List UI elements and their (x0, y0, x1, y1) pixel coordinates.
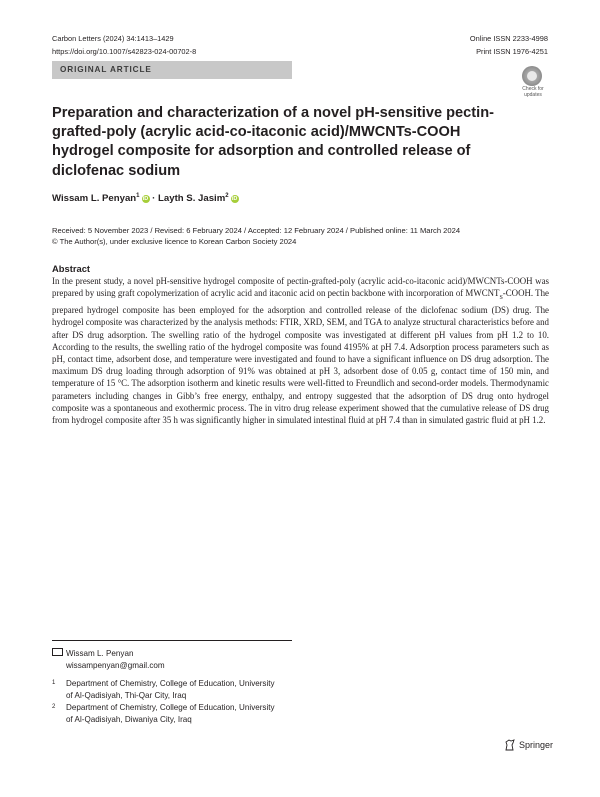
article-title: Preparation and characterization of a novel pH-sensitive pectin-grafted-poly (acrylic acid-co-itaconic acid)/MWCNTs-COOH hydrogel composite for adsorption and controlled release of diclofenac sodium (52, 105, 494, 179)
publisher-name: Springer (519, 740, 554, 750)
author-name[interactable]: Layth S. Jasim (158, 193, 226, 205)
abstract-text: In the present study, a novel pH-sensitive hydrogel composite of pectin-grafted-poly (acrylic acid-co-itaconic acid)/MWCNTs-COOH was prepared by using graft copolymerization of acrylic acid and itaconic acid on pectin backbone with incorporation of $MWCNT_S$-COOH. The prepared hydrogel composite has been employed for the adsorption and controlled release of the diclofenac sodium (DS) drug. The hydrogel composite was characterized by the analysis methods: FTIR, XRD, SEM, and TGA to analyze structural characteristics before and after DS drug adsorption. The swelling ratio of the hydrogel composite was investigated at different pH values from pH 1.2 to 10. According to the results, the swelling ratio of the hydrogel composite was found 4195% at pH 7.4. Adsorption process parameters such as pH, contact time, adsorbent dose, and temperature were investigated and found to have a significant influence on DS drug adsorption. The maximum DS drug loading through adsorption of 91% was obtained at pH 3, adsorbent dose of 0.05 g, contact time of 150 min, and temperature of 15 °C. The adsorption isotherm and kinetic results were well-fitted to Freundlich and second-order models. Thermodynamic parameters including changes in Gibb’s free energy, enthalpy, and entropy suggested that the adsorption of DS drug onto hydrogel composite was a spontaneous and exothermic process. The in vitro drug release experiment showed that the cumulative release of DS drug from hydrogel composite after 35 h was significantly higher in simulated intestinal fluid at pH 7.4 than in simulated gastric fluid at pH 1.2. (52, 276, 549, 426)
check-updates-icon (522, 66, 542, 86)
author-separator: · (152, 193, 156, 205)
journal-citation: Carbon Letters (2024) 34:1413–1429 (52, 34, 174, 43)
copyright-notice: © The Author(s), under exclusive licence to Korean Carbon Society 2024 (52, 237, 297, 246)
abstract-heading: Abstract (52, 263, 91, 274)
orcid-icon[interactable]: iD (231, 196, 238, 203)
corresponding-author-name: Wissam L. Penyan (66, 649, 134, 658)
footnote-divider (52, 640, 292, 641)
affiliation-number: 2 (52, 704, 56, 710)
journal-header-right (470, 33, 548, 58)
author-name[interactable]: Wissam L. Penyan (52, 193, 137, 205)
history-dates: Received: 5 November 2023 / Revised: 6 February 2024 / Accepted: 12 February 2024 / Published online: 11 March 2024 (52, 226, 461, 235)
check-updates-label: Check for updates (522, 86, 544, 98)
article-type-label: ORIGINAL ARTICLE (60, 65, 152, 74)
affiliation-number: 1 (52, 680, 56, 686)
publisher-logo (504, 739, 553, 751)
journal-header-left (52, 33, 196, 58)
author-list (52, 193, 239, 204)
envelope-icon (52, 648, 66, 660)
springer-horse-icon (504, 739, 516, 751)
corresponding-author-email[interactable]: wissampenyan@gmail.com (66, 660, 165, 670)
orcid-icon[interactable]: iD (142, 196, 149, 203)
publication-dates (52, 225, 460, 247)
check-for-updates-badge[interactable] (518, 66, 548, 97)
doi-link[interactable]: https://doi.org/10.1007/s42823-024-00702-8 (52, 46, 197, 56)
print-issn: Print ISSN 1976-4251 (476, 46, 548, 56)
author-affil-mark: 1 (136, 193, 140, 199)
author-affil-mark: 2 (225, 193, 229, 199)
online-issn: Online ISSN 2233-4998 (469, 34, 548, 43)
article-type-bar (52, 61, 292, 79)
